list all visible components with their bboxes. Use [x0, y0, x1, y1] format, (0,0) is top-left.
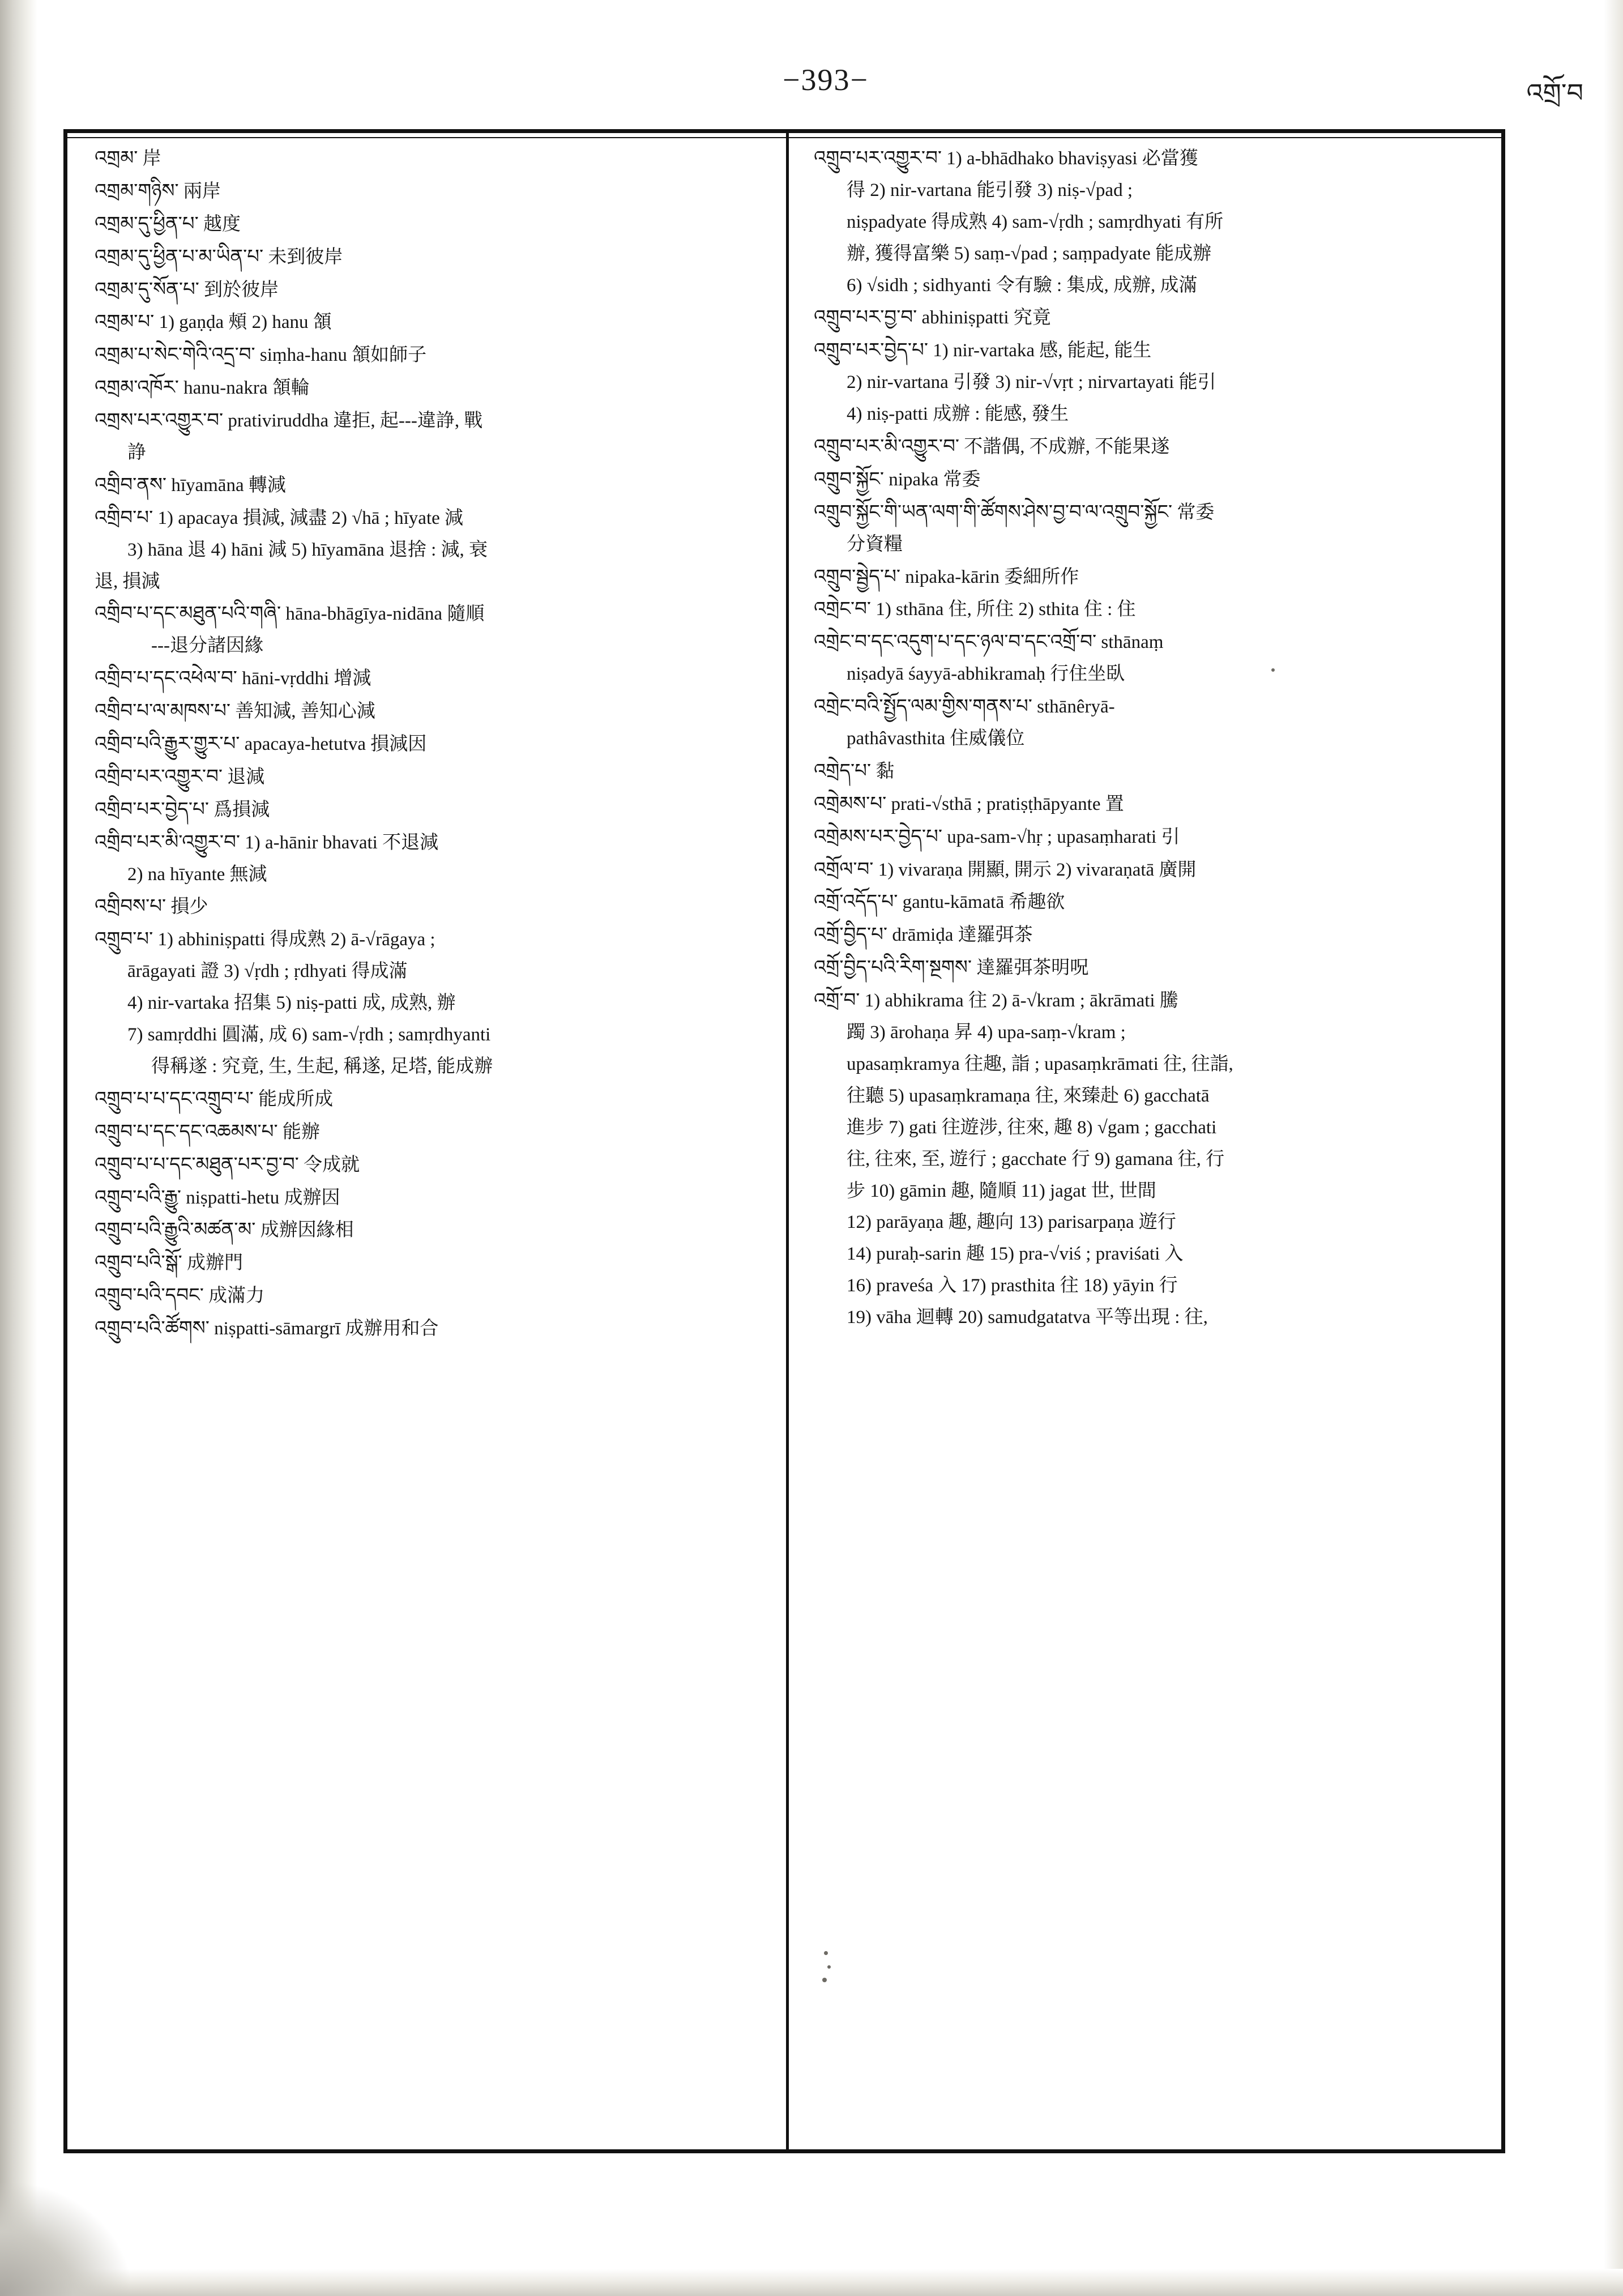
tibetan-headword: འགྲུབ་པར་བྱ་བ་ [814, 306, 917, 329]
gloss-text: 諍 [127, 442, 146, 463]
scan-speck [1271, 668, 1275, 672]
gloss-text: 分資糧 [847, 534, 903, 554]
gloss-text: 不諧偶, 不成辦, 不能果遂 [964, 437, 1170, 458]
gloss-text: 退減 [227, 766, 265, 787]
tibetan-headword: འགྲམ་གཉིས་ [95, 179, 179, 202]
entry-continuation-line [95, 538, 765, 562]
gloss-text: 能辦 [282, 1121, 320, 1142]
gloss-text: 3) hāna 退 4) hāni 減 5) hīyamāna 退捨 : 減, 衰 [127, 539, 488, 560]
gloss-text: 1) gaṇḍa 頰 2) hanu 頷 [159, 312, 332, 333]
gloss-text: 成辦因緣相 [260, 1220, 354, 1241]
gloss-text: prati‑√sthā ; pratiṣṭhāpyante 置 [891, 793, 1124, 814]
dictionary-entry [814, 467, 1482, 492]
gloss-text: sthānaṃ [1101, 632, 1164, 653]
gloss-text: upa-sam‑√hṛ ; upasaṃharati 引 [947, 826, 1180, 847]
dictionary-entry [95, 244, 765, 270]
gloss-text: 得稱遂 : 究竟, 生, 生起, 稱遂, 足塔, 能成辦 [151, 1056, 493, 1077]
tibetan-headword: འགྲམ་འཁོར་ [95, 376, 179, 399]
gloss-text: 1) vivaraṇa 開顯, 開示 2) vivaraṇatā 廣開 [878, 859, 1197, 880]
dictionary-entry [95, 797, 765, 822]
tibetan-headword: འགྲམ་དུ་སོན་པ་ [95, 278, 199, 301]
dictionary-entry [95, 1086, 765, 1112]
dictionary-entry [95, 665, 765, 691]
gloss-text: 14) puraḥ-sarin 趣 15) pra‑√viś ; praviśati 入 [847, 1244, 1184, 1265]
dictionary-entry [95, 178, 765, 204]
gloss-text: 黏 [875, 761, 895, 782]
tibetan-headword: འགྲོ་འདོད་པ་ [814, 890, 898, 914]
dictionary-entry [814, 824, 1482, 850]
dictionary-entry [95, 1250, 765, 1275]
gloss-text: 7) samṛddhi 圓滿, 成 6) sam‑√ṛdh ; samṛdhyanti [127, 1025, 491, 1045]
dictionary-entry [95, 472, 765, 498]
gloss-text: 往, 往來, 至, 遊行 ; gacchate 行 9) gamana 往, 行 [847, 1149, 1225, 1170]
entry-continuation-line [95, 441, 765, 465]
tibetan-headword: འགྲམ་ [95, 147, 138, 169]
dictionary-entry [814, 694, 1482, 719]
entry-continuation-line [95, 991, 765, 1015]
tibetan-headword: འགྲིབས་པ་ [95, 895, 166, 918]
dictionary-entry [95, 764, 765, 789]
tibetan-headword: འགྲིབ་པ་དང་མཐུན་པའི་གཞི་ [95, 602, 281, 625]
dictionary-entry [95, 601, 765, 626]
dictionary-entry [95, 1119, 765, 1145]
entry-continuation-line [814, 210, 1482, 234]
scan-speck [822, 1978, 827, 1982]
tibetan-headword: འགྲེམས་པ་ [814, 792, 887, 815]
gloss-text: 1) sthāna 住, 所住 2) sthita 住 : 住 [875, 599, 1136, 620]
gloss-text: 16) praveśa 入 17) prasthita 往 18) yāyin 行 [847, 1275, 1178, 1296]
gloss-text: gantu-kāmatā 希趣欲 [902, 892, 1065, 913]
tibetan-headword: འགྲེང་བའི་སྤྱོད་ལམ་གྱིས་གནས་པ་ [814, 695, 1032, 718]
tibetan-headword: འགྲེད་པ་ [814, 759, 872, 782]
tibetan-headword: འགྲུབ་པར་བྱེད་པ་ [814, 339, 928, 362]
dictionary-entry [95, 894, 765, 919]
gloss-text: 4) niṣ-patti 成辦 : 能感, 發生 [847, 404, 1069, 425]
entry-continuation-line [814, 1242, 1482, 1266]
gloss-text: 步 10) gāmin 趣, 隨順 11) jagat 世, 世間 [847, 1180, 1156, 1201]
dictionary-entry [95, 277, 765, 302]
entry-continuation-line [814, 1116, 1482, 1140]
dictionary-entry [95, 698, 765, 724]
tibetan-headword: འགྲམ་པ་ [95, 310, 155, 334]
tibetan-headword: འགྲོ་བྱིད་པ་ [814, 923, 888, 946]
scan-edge-right [1604, 0, 1623, 2296]
dictionary-entry [814, 434, 1482, 459]
tibetan-headword: འགྲས་པར་འགྱུར་བ་ [95, 409, 224, 432]
gloss-text: 越度 [203, 214, 241, 234]
tibetan-headword: འགྲུབ་པར་འགྱུར་བ་ [814, 147, 942, 169]
gloss-text: 1) a-hānir bhavati 不退減 [245, 832, 439, 853]
tibetan-headword: འགྲུབ་སྦྱེད་པ་ [814, 565, 900, 588]
gloss-text: 往聽 5) upasaṃkramaṇa 往, 來臻赴 6) gacchatā [847, 1085, 1210, 1106]
dictionary-entry [814, 500, 1482, 525]
gloss-text: 19) vāha 迴轉 20) samudgatatva 平等出現 : 往, [847, 1307, 1208, 1328]
entry-continuation-line [814, 1084, 1482, 1108]
gloss-text: 1) apacaya 損減, 減盡 2) √hā ; hīyate 減 [157, 507, 464, 528]
tibetan-headword: འགྲམ་པ་སེང་གེའི་འདྲ་བ་ [95, 343, 255, 366]
folio-number: −393− [783, 63, 869, 97]
gloss-text: 損少 [170, 897, 208, 917]
dictionary-entry [95, 1316, 765, 1341]
gloss-text: 1) abhiniṣpatti 得成熟 2) ā‑√rāgaya ; [157, 929, 435, 950]
tibetan-headword: འགྲུབ་པའི་རྒྱུ་ [95, 1185, 181, 1209]
running-head-tibetan: འགྲོ་བ [1526, 78, 1583, 108]
tibetan-headword: འགྲུབ་པའི་ཚོགས་ [95, 1317, 210, 1340]
entry-continuation-line [814, 370, 1482, 395]
dictionary-entry [95, 1152, 765, 1177]
gloss-text: 退, 損減 [95, 571, 160, 592]
gloss-text: hāni-vṛddhi 增減 [242, 668, 371, 689]
gloss-text: niṣpatti-hetu 成辦因 [186, 1187, 340, 1208]
gloss-text: hanu-nakra 頷輪 [183, 378, 310, 399]
tibetan-headword: འགྲེང་བ་ [814, 598, 872, 621]
tibetan-headword: འགྲོ་བ་ [814, 989, 860, 1012]
tibetan-headword: འགྲིབ་པར་མི་འགྱུར་བ་ [95, 830, 241, 853]
dictionary-entry [814, 338, 1482, 363]
dictionary-entry [95, 408, 765, 433]
scan-speck [824, 1951, 828, 1955]
gloss-text: ārāgayati 證 3) √ṛdh ; ṛdhyati 得成滿 [127, 961, 408, 982]
gloss-text: 成滿力 [208, 1286, 265, 1307]
tibetan-headword: འགྲུབ་པར་མི་འགྱུར་བ་ [814, 435, 960, 458]
entry-continuation-line [95, 863, 765, 887]
entry-continuation-line [814, 402, 1482, 426]
gloss-text: 1) abhikrama 往 2) ā‑√kram ; ākrāmati 騰 [864, 991, 1178, 1012]
entry-continuation-line [814, 1274, 1482, 1298]
entry-continuation-line [814, 727, 1482, 751]
gloss-text: 躅 3) ārohaṇa 昇 4) upa-saṃ‑√kram ; [847, 1022, 1126, 1043]
gloss-text: apacaya-hetutva 損減因 [244, 734, 427, 755]
gloss-text: drāmiḍa 達羅弭茶 [892, 925, 1033, 946]
gloss-text: 未到彼岸 [268, 246, 343, 267]
gloss-text: 得 2) nir-vartana 能引發 3) niṣ‑√pad ; [847, 180, 1133, 200]
gloss-text: 1) nir-vartaka 感, 能起, 能生 [933, 340, 1152, 361]
gloss-text: 辦, 獲得富樂 5) saṃ‑√pad ; saṃpadyate 能成辦 [847, 243, 1212, 264]
gloss-text: abhiniṣpatti 究竟 [921, 308, 1051, 328]
dictionary-entry [814, 146, 1482, 171]
dictionary-entry [95, 211, 765, 237]
dictionary-entry [814, 629, 1482, 655]
dictionary-entry [95, 375, 765, 400]
scan-edge-left [0, 0, 37, 2296]
gloss-text: hāna-bhāgīya-nidāna 隨順 [285, 604, 485, 625]
gloss-text: ‑‑‑退分諸因緣 [151, 635, 263, 656]
dictionary-entry [95, 505, 765, 531]
dictionary-entry [814, 857, 1482, 882]
gloss-text: 善知減, 善知心減 [235, 701, 375, 722]
entry-continuation-line [95, 1055, 765, 1079]
tibetan-headword: འགྲིབ་པ་ [95, 506, 153, 529]
entry-continuation-line [95, 570, 765, 594]
dictionary-entry [814, 922, 1482, 948]
gloss-text: 6) √sidh ; sidhyanti 令有驗 : 集成, 成辦, 成滿 [847, 275, 1198, 296]
gloss-text: 兩岸 [183, 181, 221, 202]
gloss-text: 常委 [1177, 502, 1215, 523]
dictionary-entry [95, 927, 765, 952]
tibetan-headword: འགྲུབ་པ་པ་དང་འགྲུབ་པ་ [95, 1087, 254, 1110]
gloss-text: 進步 7) gati 往遊涉, 往來, 趣 8) √gam ; gacchati [847, 1117, 1217, 1138]
right-column [784, 133, 1501, 2149]
text-frame [63, 129, 1505, 2153]
gloss-text: 2) na hīyante 無減 [127, 864, 267, 885]
tibetan-headword: འགྲིབ་པ་དང་འཕེལ་བ་ [95, 667, 237, 690]
tibetan-headword: འགྲུབ་པའི་སྒོ་ [95, 1251, 182, 1274]
tibetan-headword: འགྲིབ་པར་འགྱུར་བ་ [95, 765, 223, 788]
tibetan-headword: འགྲུབ་སྐྱོང་ [814, 467, 884, 490]
gloss-text: pathâvasthita 住威儀位 [847, 728, 1025, 749]
gloss-text: 能成所成 [258, 1089, 334, 1109]
entry-continuation-line [814, 1052, 1482, 1077]
gloss-text: 到於彼岸 [204, 279, 279, 300]
dictionary-entry [95, 830, 765, 855]
tibetan-headword: འགྲུབ་པའི་དབང་ [95, 1284, 204, 1307]
entry-continuation-line [814, 532, 1482, 557]
gloss-text: niṣadyā śayyā-abhikramaḥ 行住坐臥 [847, 664, 1125, 685]
dictionary-entry [95, 146, 765, 171]
dictionary-entry [814, 955, 1482, 980]
tibetan-headword: འགྲེང་བ་དང་འདུག་པ་དང་ཉལ་བ་དང་འགྲོ་བ་ [814, 630, 1097, 654]
entry-continuation-line [814, 1021, 1482, 1045]
gloss-text: hīyamāna 轉減 [171, 475, 286, 496]
entry-continuation-line [95, 1023, 765, 1047]
entry-continuation-line [814, 1210, 1482, 1235]
dictionary-entry [814, 889, 1482, 915]
gloss-text: 1) a-bhādhako bhaviṣyasi 必當獲 [946, 148, 1198, 169]
tibetan-headword: འགྲིབ་པ་ལ་མཁས་པ་ [95, 699, 231, 723]
dictionary-entry [814, 564, 1482, 590]
tibetan-headword: འགྲམ་དུ་ཕྱིན་པ་མ་ཡིན་པ་ [95, 245, 264, 268]
scan-edge-bottom [0, 2269, 1623, 2296]
gloss-text: 岸 [142, 148, 161, 169]
tibetan-headword: འགྲོ་བྱིད་པའི་རིག་སྔགས་ [814, 956, 972, 979]
entry-continuation-line [814, 1179, 1482, 1204]
tibetan-headword: འགྲིབ་ནས་ [95, 473, 167, 496]
entry-continuation-line [95, 634, 765, 658]
gloss-text: prativiruddha 違拒, 起‑‑‑違諍, 戰 [228, 411, 483, 432]
dictionary-entry [814, 988, 1482, 1013]
entry-continuation-line [95, 959, 765, 984]
dictionary-entry [95, 309, 765, 335]
gloss-text: 達羅弭茶明呪 [976, 958, 1089, 979]
dictionary-entry [814, 305, 1482, 330]
dictionary-entry [95, 1185, 765, 1210]
tibetan-headword: འགྲིབ་པའི་རྒྱུར་གྱུར་པ་ [95, 732, 240, 756]
gloss-text: 2) nir-vartana 引發 3) nir‑√vṛt ; nirvartayati 能引 [847, 372, 1216, 393]
gloss-text: sthānêryā‑ [1037, 697, 1115, 718]
columns-wrapper [67, 133, 1501, 2149]
tibetan-headword: འགྲུབ་སྐྱོང་གི་ཡན་ལག་གི་ཚོགས་ཤེས་བྱ་བ་ལ་འགྲུབ་སྐྱོང་ [814, 500, 1173, 523]
tibetan-headword: འགྲོལ་བ་ [814, 857, 874, 881]
gloss-text: 成辦門 [186, 1253, 243, 1274]
entry-continuation-line [814, 274, 1482, 298]
tibetan-headword: འགྲམ་དུ་ཕྱིན་པ་ [95, 212, 199, 235]
entry-continuation-line [814, 1147, 1482, 1172]
dictionary-entry [95, 1283, 765, 1308]
tibetan-headword: འགྲེམས་པར་བྱེད་པ་ [814, 825, 942, 848]
gloss-text: 4) nir-vartaka 招集 5) niṣ-patti 成, 成熟, 辦 [127, 993, 456, 1014]
dictionary-entry [814, 758, 1482, 784]
entry-continuation-line [814, 662, 1482, 686]
gloss-text: niṣpatti-sāmargrī 成辦用和合 [214, 1318, 439, 1339]
gloss-text: nipaka 常委 [889, 469, 981, 490]
gloss-text: 爲損減 [213, 799, 270, 820]
tibetan-headword: འགྲིབ་པར་བྱེད་པ་ [95, 797, 209, 821]
gloss-text: niṣpadyate 得成熟 4) sam‑√ṛdh ; samṛdhyati 有所 [847, 211, 1224, 232]
gloss-text: siṃha-hanu 頷如師子 [259, 345, 427, 366]
gloss-text: 12) parāyaṇa 趣, 趣向 13) parisarpaṇa 遊行 [847, 1212, 1176, 1233]
gloss-text: 令成就 [304, 1154, 360, 1175]
tibetan-headword: འགྲུབ་པ་ [95, 928, 153, 951]
dictionary-entry [95, 342, 765, 368]
scan-speck [827, 1965, 831, 1969]
dictionary-entry [814, 791, 1482, 817]
left-column [67, 133, 784, 2149]
gloss-text: upasaṃkramya 往趣, 詣 ; upasaṃkrāmati 往, 往詣, [847, 1053, 1233, 1074]
entry-continuation-line [814, 242, 1482, 266]
gloss-text: nipaka-kārin 委細所作 [905, 566, 1079, 587]
entry-continuation-line [814, 178, 1482, 203]
dictionary-entry [95, 1217, 765, 1243]
dictionary-entry [95, 731, 765, 757]
entry-continuation-line [814, 1305, 1482, 1330]
scan-corner-shadow [0, 2183, 130, 2296]
page-header [62, 62, 1589, 108]
tibetan-headword: འགྲུབ་པ་པ་དང་མཐུན་པར་བྱ་བ་ [95, 1153, 299, 1176]
tibetan-headword: འགྲུབ་པའི་རྒྱུའི་མཚན་མ་ [95, 1218, 256, 1241]
dictionary-entry [814, 596, 1482, 622]
tibetan-headword: འགྲུབ་པ་དང་དང་འཆམས་པ་ [95, 1120, 278, 1143]
